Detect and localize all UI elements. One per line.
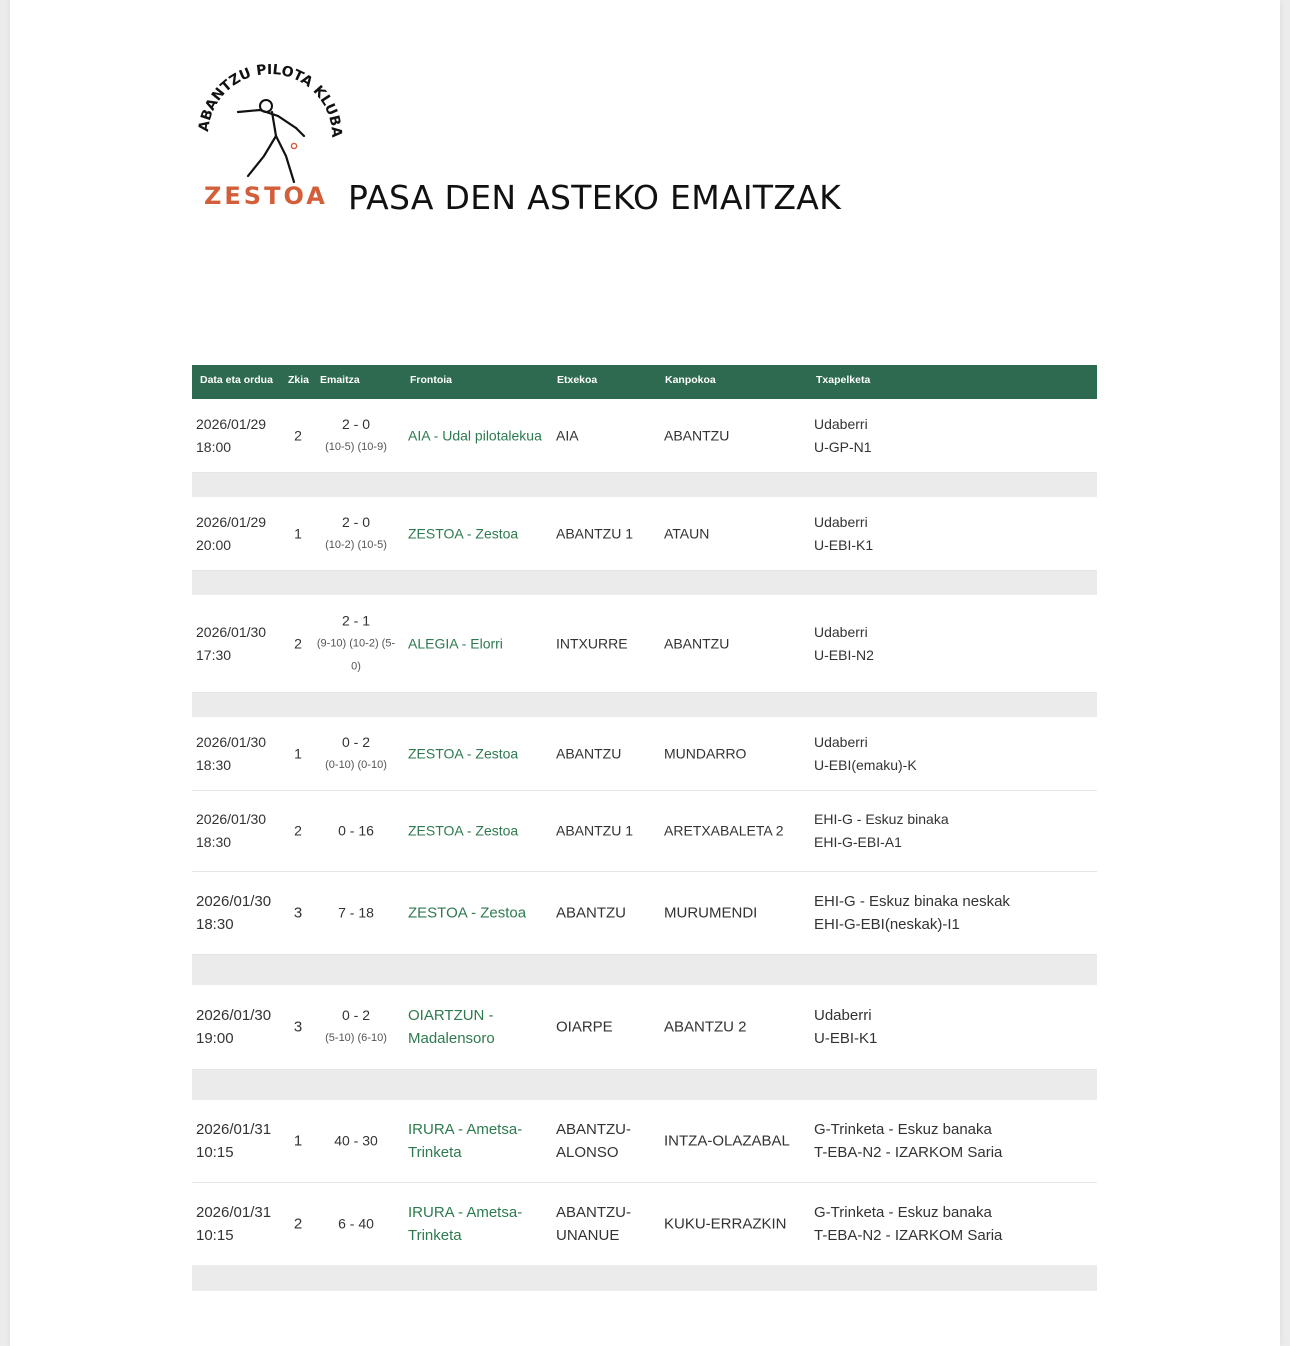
time-text: 19:00 [196, 1030, 234, 1047]
tournament [814, 890, 1094, 936]
club-logo [186, 64, 346, 219]
results-table [192, 365, 1097, 1291]
tournament [814, 511, 1094, 557]
table-row [192, 791, 1097, 872]
score: 40 - 30 [334, 1132, 378, 1149]
home-team: ABANTZU-UNANUE [556, 1204, 631, 1244]
fronton-link[interactable]: IRURA - Ametsa-Trinketa [408, 1121, 523, 1161]
time-text: 18:00 [196, 438, 232, 455]
sets: (5-10) (6-10) [325, 1032, 387, 1044]
column-header-result: Emaitza [320, 374, 360, 386]
sets: (0-10) (0-10) [325, 758, 387, 771]
match-number: 1 [293, 1132, 303, 1150]
match-number: 2 [293, 1215, 303, 1233]
sets: (10-2) (10-5) [325, 538, 387, 551]
home-team: ABANTZU 1 [556, 822, 634, 839]
home-team: ABANTZU 1 [556, 525, 634, 541]
tournament-group: U-EBI(emaku)-K [814, 756, 917, 773]
column-header-date: Data eta ordua [200, 374, 273, 386]
table-header [192, 365, 1097, 399]
row-separator [192, 1265, 1097, 1291]
date-time [196, 621, 266, 667]
tournament [814, 621, 1094, 667]
sets: (10-5) (10-9) [325, 440, 387, 453]
home-team: OIARPE [556, 1018, 613, 1036]
fronton-link[interactable]: ZESTOA - Zestoa [408, 745, 519, 761]
match-number: 2 [294, 822, 302, 839]
time-text: 18:30 [196, 834, 232, 850]
column-header-away: Kanpokoa [665, 374, 716, 386]
table-row [192, 1183, 1097, 1265]
home-team: INTXURRE [556, 635, 628, 651]
table-row [192, 717, 1097, 791]
time-text: 20:00 [196, 536, 232, 553]
date-time [196, 731, 266, 777]
row-separator [192, 571, 1097, 595]
date-text: 2026/01/30 [196, 623, 267, 640]
result [314, 731, 398, 777]
away-team: ABANTZU [664, 635, 730, 651]
table-row [192, 497, 1097, 571]
table-row [192, 985, 1097, 1070]
score: 0 - 2 [341, 733, 370, 750]
home-team: ABANTZU-ALONSO [556, 1121, 631, 1161]
tournament-group: U-GP-N1 [814, 438, 872, 455]
tournament-group: T-EBA-N2 - IZARKOM Saria [814, 1227, 1003, 1244]
sets: (9-10) (10-2) (5-0) [316, 637, 396, 672]
tournament-group: U-EBI-N2 [814, 646, 874, 663]
tournament-name: Udaberri [814, 415, 868, 432]
tournament-group: EHI-G-EBI(neskak)-I1 [814, 916, 960, 933]
time-text: 17:30 [196, 646, 232, 663]
fronton-link[interactable]: ZESTOA - Zestoa [408, 525, 519, 541]
tournament [814, 808, 1094, 854]
svg-text:ABANTZU PILOTA KLUBA: ABANTZU PILOTA KLUBA [196, 64, 345, 138]
fronton-link[interactable]: ZESTOA - Zestoa [408, 904, 527, 922]
tournament [814, 1004, 1094, 1050]
tournament [814, 1201, 1094, 1247]
date-time [196, 413, 266, 459]
away-team: MURUMENDI [664, 904, 758, 922]
result [314, 511, 398, 557]
fronton-link[interactable]: ZESTOA - Zestoa [408, 822, 519, 839]
tournament [814, 731, 1094, 777]
logo-wordmark: ZESTOA [204, 182, 328, 210]
tournament [814, 413, 1094, 459]
date-text: 2026/01/31 [196, 1121, 272, 1138]
score: 2 - 0 [341, 415, 370, 432]
table-row [192, 1100, 1097, 1183]
home-team: AIA [556, 427, 579, 443]
score: 2 - 1 [341, 612, 370, 628]
table-row [192, 595, 1097, 693]
tournament-group: U-EBI-K1 [814, 536, 874, 553]
tournament-group: T-EBA-N2 - IZARKOM Saria [814, 1144, 1003, 1161]
tournament-name: EHI-G - Eskuz binaka [814, 811, 949, 827]
home-team: ABANTZU [556, 745, 622, 761]
match-number: 1 [294, 525, 302, 541]
away-team: ABANTZU [664, 427, 730, 443]
tournament-name: Udaberri [814, 1007, 872, 1024]
fronton-link[interactable]: IRURA - Ametsa-Trinketa [408, 1204, 523, 1244]
tournament-name: Udaberri [814, 513, 868, 530]
match-number: 1 [294, 745, 302, 761]
match-number: 2 [294, 635, 302, 651]
column-header-number: Zkia [288, 374, 310, 386]
tournament-group: EHI-G-EBI-A1 [814, 834, 902, 850]
date-text: 2026/01/29 [196, 415, 267, 432]
fronton-link[interactable]: ALEGIA - Elorri [408, 635, 503, 651]
date-text: 2026/01/31 [196, 1204, 272, 1221]
result [314, 1130, 398, 1153]
row-separator [192, 955, 1097, 985]
time-text: 18:30 [196, 756, 232, 773]
time-text: 10:15 [196, 1144, 234, 1161]
score: 0 - 2 [341, 1007, 370, 1023]
document-page [10, 0, 1280, 1346]
time-text: 10:15 [196, 1227, 234, 1244]
column-header-home: Etxekoa [557, 374, 598, 386]
away-team: ARETXABALETA 2 [664, 822, 784, 839]
score: 6 - 40 [338, 1215, 374, 1232]
pelota-player-icon [186, 64, 346, 194]
match-number: 2 [294, 427, 302, 443]
date-time [196, 890, 271, 936]
tournament-name: EHI-G - Eskuz binaka neskak [814, 893, 1010, 910]
score: 2 - 0 [341, 513, 370, 530]
tournament-name: Udaberri [814, 623, 868, 640]
result [314, 413, 398, 459]
date-text: 2026/01/30 [196, 733, 267, 750]
date-text: 2026/01/30 [196, 811, 267, 827]
date-text: 2026/01/30 [196, 1007, 272, 1024]
tournament-name: G-Trinketa - Eskuz banaka [814, 1121, 992, 1138]
tournament-name: G-Trinketa - Eskuz banaka [814, 1204, 992, 1221]
away-team: ATAUN [664, 525, 710, 541]
fronton-link[interactable]: AIA - Udal pilotalekua [408, 427, 542, 443]
result [314, 820, 398, 843]
result [314, 1004, 398, 1050]
match-number: 3 [293, 904, 303, 922]
tournament-name: Udaberri [814, 733, 868, 750]
tournament [814, 1118, 1094, 1164]
column-header-tournament: Txapelketa [816, 374, 871, 386]
away-team: KUKU-ERRAZKIN [664, 1215, 787, 1233]
date-time [196, 1201, 271, 1247]
result [314, 1213, 398, 1236]
date-time [196, 808, 266, 854]
date-time [196, 1004, 271, 1050]
tournament-group: U-EBI-K1 [814, 1030, 878, 1047]
time-text: 18:30 [196, 916, 234, 933]
away-team: INTZA-OLAZABAL [664, 1132, 790, 1150]
score: 0 - 16 [338, 822, 374, 839]
result [314, 609, 398, 678]
table-row [192, 872, 1097, 955]
date-text: 2026/01/29 [196, 513, 267, 530]
table-row [192, 399, 1097, 473]
fronton-link[interactable]: OIARTZUN - Madalensoro [408, 1007, 495, 1047]
date-time [196, 1118, 271, 1164]
home-team: ABANTZU [556, 904, 627, 922]
away-team: MUNDARRO [664, 745, 747, 761]
page-title: PASA DEN ASTEKO EMAITZAK [348, 178, 842, 217]
result [314, 902, 398, 925]
date-text: 2026/01/30 [196, 893, 272, 910]
away-team: ABANTZU 2 [664, 1018, 747, 1036]
row-separator [192, 1070, 1097, 1100]
score: 7 - 18 [338, 904, 374, 921]
row-separator [192, 693, 1097, 717]
match-number: 3 [293, 1018, 303, 1036]
date-time [196, 511, 266, 557]
column-header-fronton: Frontoia [410, 374, 452, 386]
row-separator [192, 473, 1097, 497]
